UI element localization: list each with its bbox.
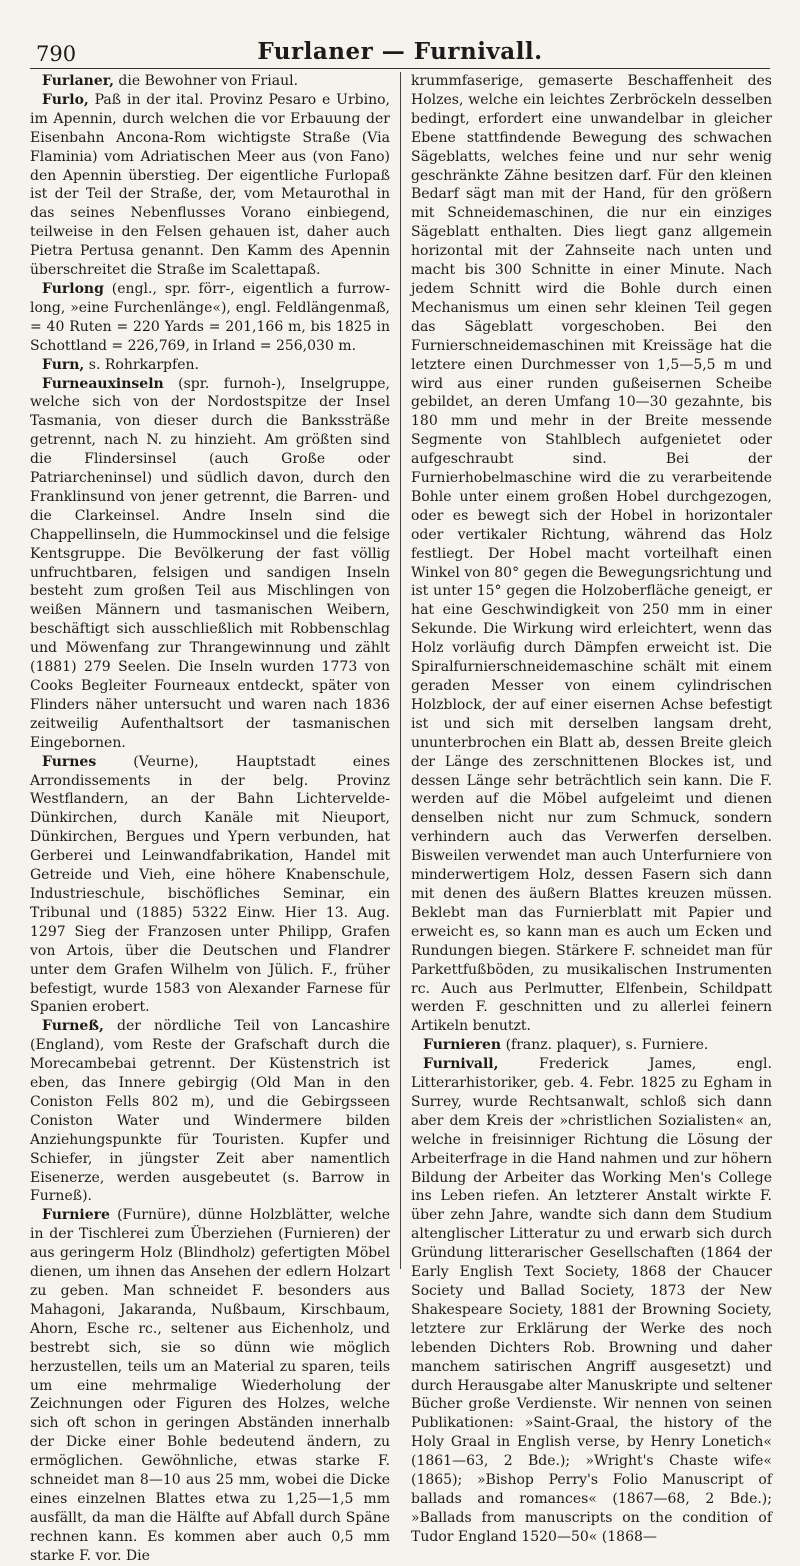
page-number: 790 (36, 42, 77, 66)
entry-text: s. Rohrkarpfen. (84, 356, 199, 373)
dictionary-entry (30, 1017, 390, 1206)
dictionary-entry (411, 1055, 772, 1547)
dictionary-entry (30, 356, 390, 375)
entry-headword: Furn, (42, 356, 85, 373)
entry-text: Paß in der ital. Provinz Pesaro e Urbino, im Apennin, durch welchen die vor Erbauung der Eisenbahn Ancona-Rom wichtigste Straße (Via Flaminia) vom Adriatischen Meer aus (von Fano) den Apennin überstieg. Der eigentliche Furlopaß ist der Teil der Straße, der, vom Metaurothal in das seines Nebenflusses Vorano einbiegend, teilweise in den Felsen gehauen ist, daher auch Pietra Pertusa genannt. Den Kamm des Apennin überschreitet die Straße im Scalettapaß. (30, 91, 390, 279)
entry-text: der nördliche Teil von Lancashire (England), vom Reste der Grafschaft durch die Morecambebai getrennt. Der Küstenstrich ist eben, das Innere gebirgig (Old Man in den Coniston Fells 802 m), und die Gebirgsseen Coniston Water und Windermere bilden Anziehungspunkte für Touristen. Kupfer und Schiefer, in jüngster Zeit aber namentlich Eisenerze, werden ausgebeutet (s. Barrow in Furneß). (30, 1018, 390, 1205)
entry-headword: Furlong (42, 280, 104, 297)
left-column (30, 72, 401, 1564)
entry-headword: Furnivall, (423, 1056, 499, 1073)
entry-headword: Furniere (42, 1207, 110, 1224)
entry-text: krummfaserige, gemaserte Beschaffenheit des Holzes, welche ein leichtes Zerbröckeln desselben bedingt, erfordert eine unwandelbar in gleicher Ebene stattfindende Bewegung des schwachen Sägeblatts, welches feine und nur sehr wenig geschränkte Zähne besitzen darf. Für den kleinen Bedarf sägt man mit der Hand, für den größern mit Schneidemaschinen, die nur ein einziges Sägeblatt enthalten. Dies liegt ganz allgemein horizontal mit der Zahnseite nach unten und macht bis 300 Schnitte in einer Minute. Nach jedem Schnitt wird die Bohle durch einen Mechanismus um einen sehr kleinen Teil gegen das Sägeblatt vorgeschoben. Bei den Furnierschneidemaschinen mit Kreissäge hat die letztere einen Durchmesser von 1,5—5,5 m und wird aus einer runden gußeisernen Scheibe gebildet, an deren Umfang 10—30 gezahnte, bis 180 mm und mehr in der Breite messende Segmente von Stahlblech aufgenietet oder aufgeschraubt sind. Bei der Furnierhobelmaschine wird die zu verarbeitende Bohle unter einem großen Hobel durchgezogen, oder es bewegt sich der Hobel in horizontaler oder vertikaler Richtung, während das Holz festliegt. Der Hobel macht vorteilhaft einen Winkel von 80° gegen die Bewegungsrichtung und ist unter 15° gegen die Holzoberfläche geneigt, er hat eine Geschwindigkeit von 250 mm in einer Sekunde. Die Wirkung wird erleichtert, wenn das Holz vorläufig durch Dämpfen erweicht ist. Die Spiralfurnierschneidemaschine schält mit einem geraden Messer von einem cylindrischen Holzblock, der auf einer eisernen Achse befestigt ist und sich mit derselben langsam dreht, ununterbrochen ein Blatt ab, dessen Breite gleich der Länge des zerschnittenen Blockes ist, und dessen Länge sehr beträchtlich sein kann. Die F. werden auf die Möbel aufgeleimt und dienen denselben nicht nur zum Schmuck, sondern verhindern auch das Verwerfen derselben. Bisweilen verwendet man auch Unterfurniere von minderwertigem Holz, dessen Fasern sich dann mit denen des äußern Blattes kreuzen müssen. Beklebt man das Furnierblatt mit Papier und erweicht es, so kann man es auch um Ecken und Rundungen biegen. Stärkere F. schneidet man für Parkettfußböden, zu musikalischen Instrumenten rc. Auch aus Perlmutter, Elfenbein, Schildpatt werden F. geschnitten und zu allerlei feinern Artikeln benutzt. (411, 73, 772, 1035)
dictionary-entry (30, 72, 390, 91)
running-title: Furlaner — Furnivall. (257, 38, 543, 65)
entry-text: die Bewohner von Friaul. (113, 73, 299, 89)
entry-text: (spr. furnoh-), Inselgruppe, welche sich von der Nordostspitze der Insel Tasmania, von dieser durch die Bankssträße getrennt, nach N. zu hinzieht. Am größten sind die Flindersinsel (auch Große oder Patriarcheninsel) und südlich davon, durch den Franklinsund von jener getrennt, die Barren- und die Clarkeinsel. Andre Inseln sind die Chappellinseln, die Hummockinsel und die felsige Kentsgruppe. Die Bevölkerung der fast völlig unfruchtbaren, felsigen und sandigen Inseln besteht zum großen Teil aus Mischlingen von weißen Männern und tasmanischen Weibern, beschäftigt sich ausschließlich mit Robbenschlag und Möwenfang zur Thrangewinnung und zählt (1881) 279 Seelen. Die Inseln wurden 1773 von Cooks Begleiter Fourneaux entdeckt, später von Flinders näher untersucht und waren nach 1836 zeitweilig Aufenthaltsort der tasmanischen Eingebornen. (30, 375, 390, 751)
entry-headword: Furnes (42, 753, 97, 770)
dictionary-entry (30, 1206, 390, 1565)
entry-text: (franz. plaquer), s. Furniere. (501, 1037, 709, 1054)
entry-text: (Veurne), Hauptstadt eines Arrondissements in der belg. Provinz Westflandern, an der Bahn Lichtervelde-Dünkirchen, durch Kanäle mit Nieuport, Dünkirchen, Bergues und Ypern verbunden, hat Gerberei und Leinwandfabrikation, Handel mit Getreide und Vieh, eine höhere Knabenschule, Industrieschule, bischöfliches Seminar, ein Tribunal und (1885) 5322 Einw. Hier 13. Aug. 1297 Sieg der Franzosen unter Philipp, Grafen von Artois, über die Deutschen und Flandrer unter dem Grafen Wilhelm von Jülich. F., früher befestigt, wurde 1583 von Alexander Farnese für Spanien erobert. (30, 753, 390, 1016)
dictionary-entry (30, 280, 390, 356)
page-header (30, 20, 770, 69)
dictionary-entry (411, 72, 772, 1036)
right-column (401, 72, 772, 1545)
dictionary-entry (411, 1036, 772, 1055)
entry-text: (Furnüre), dünne Holzblätter, welche in der Tischlerei zum Überziehen (Furnieren) der aus geringerm Holz (Blindholz) gefertigten Möbel dienen, um ihnen das Ansehen der edlern Holzart zu geben. Man schneidet F. besonders aus Mahagoni, Jakaranda, Nußbaum, Kirschbaum, Ahorn, Esche rc., seltener aus Eichenholz, und bestrebt sich, sie so dünn wie möglich herzustellen, teils um an Material zu sparen, teils um eine mehrmalige Wiederholung der Zeichnungen oder Figuren des Holzes, welche sich oft schon in geringen Abständen innerhalb der Dicke einer Bohle bedeutend ändern, zu ermöglichen. Gewöhnliche, etwas starke F. schneidet man 8—10 aus 25 mm, wobei die Dicke eines einzelnen Blattes etwa zu 1,25—1,5 mm ausfällt, da man die Hälfte auf Abfall durch Späne rechnen kann. Es kommen aber auch 0,5 mm starke F. vor. Die (30, 1207, 390, 1564)
entry-text: (engl., spr. förr-, eigentlich a furrow-long, »eine Furchenlänge«), engl. Feldlängenmaß, = 40 Ruten = 220 Yards = 201,166 m, bis 1825 in Schottland = 226,769, in Irland = 256,030 m. (30, 280, 390, 354)
entry-text: Frederick James, engl. Litterarhistoriker, geb. 4. Febr. 1825 zu Egham in Surrey, wurde Rechtsanwalt, schloß sich dann aber dem Kreis der »christlichen Sozialisten« an, welche in freisinniger Richtung die Lösung der Arbeiterfrage in die Hand nahmen und zur höhern Bildung der Arbeiter das Working Men's College ins Leben riefen. An letzterer Anstalt wirkte F. über zehn Jahre, wandte sich dann dem Studium altenglischer Litteratur zu und erwarb sich durch Gründung litterarischer Gesellschaften (1864 der Early English Text Society, 1868 der Chaucer Society und Ballad Society, 1873 der New Shakespeare Society, 1881 der Browning Society, letztere zur Erklärung der Werke des noch lebenden Dichters Rob. Browning und daher manchem satirischen Angriff ausgesetzt) und durch Herausgabe alter Manuskripte und seltener Bücher große Verdienste. Wir nennen von seinen Publikationen: »Saint-Graal, the history of the Holy Graal in English verse, by Henry Lonetich« (1861—63, 2 Bde.); »Wright's Chaste wife« (1865); »Bishop Perry's Folio Manuscript of ballads and romances« (1867—68, 2 Bde.); »Ballads from manuscripts on the condition of Tudor England 1520—50« (1868— (411, 1056, 772, 1545)
entry-headword: Furneß, (42, 1018, 104, 1035)
dictionary-entry (30, 375, 390, 753)
entry-headword: Furlaner, (42, 73, 114, 89)
text-columns (30, 72, 772, 1564)
dictionary-entry (30, 753, 390, 1018)
entry-headword: Furlo, (42, 91, 89, 108)
entry-headword: Furneauxinseln (42, 375, 164, 392)
entry-headword: Furnieren (423, 1037, 502, 1054)
dictionary-entry (30, 91, 390, 280)
